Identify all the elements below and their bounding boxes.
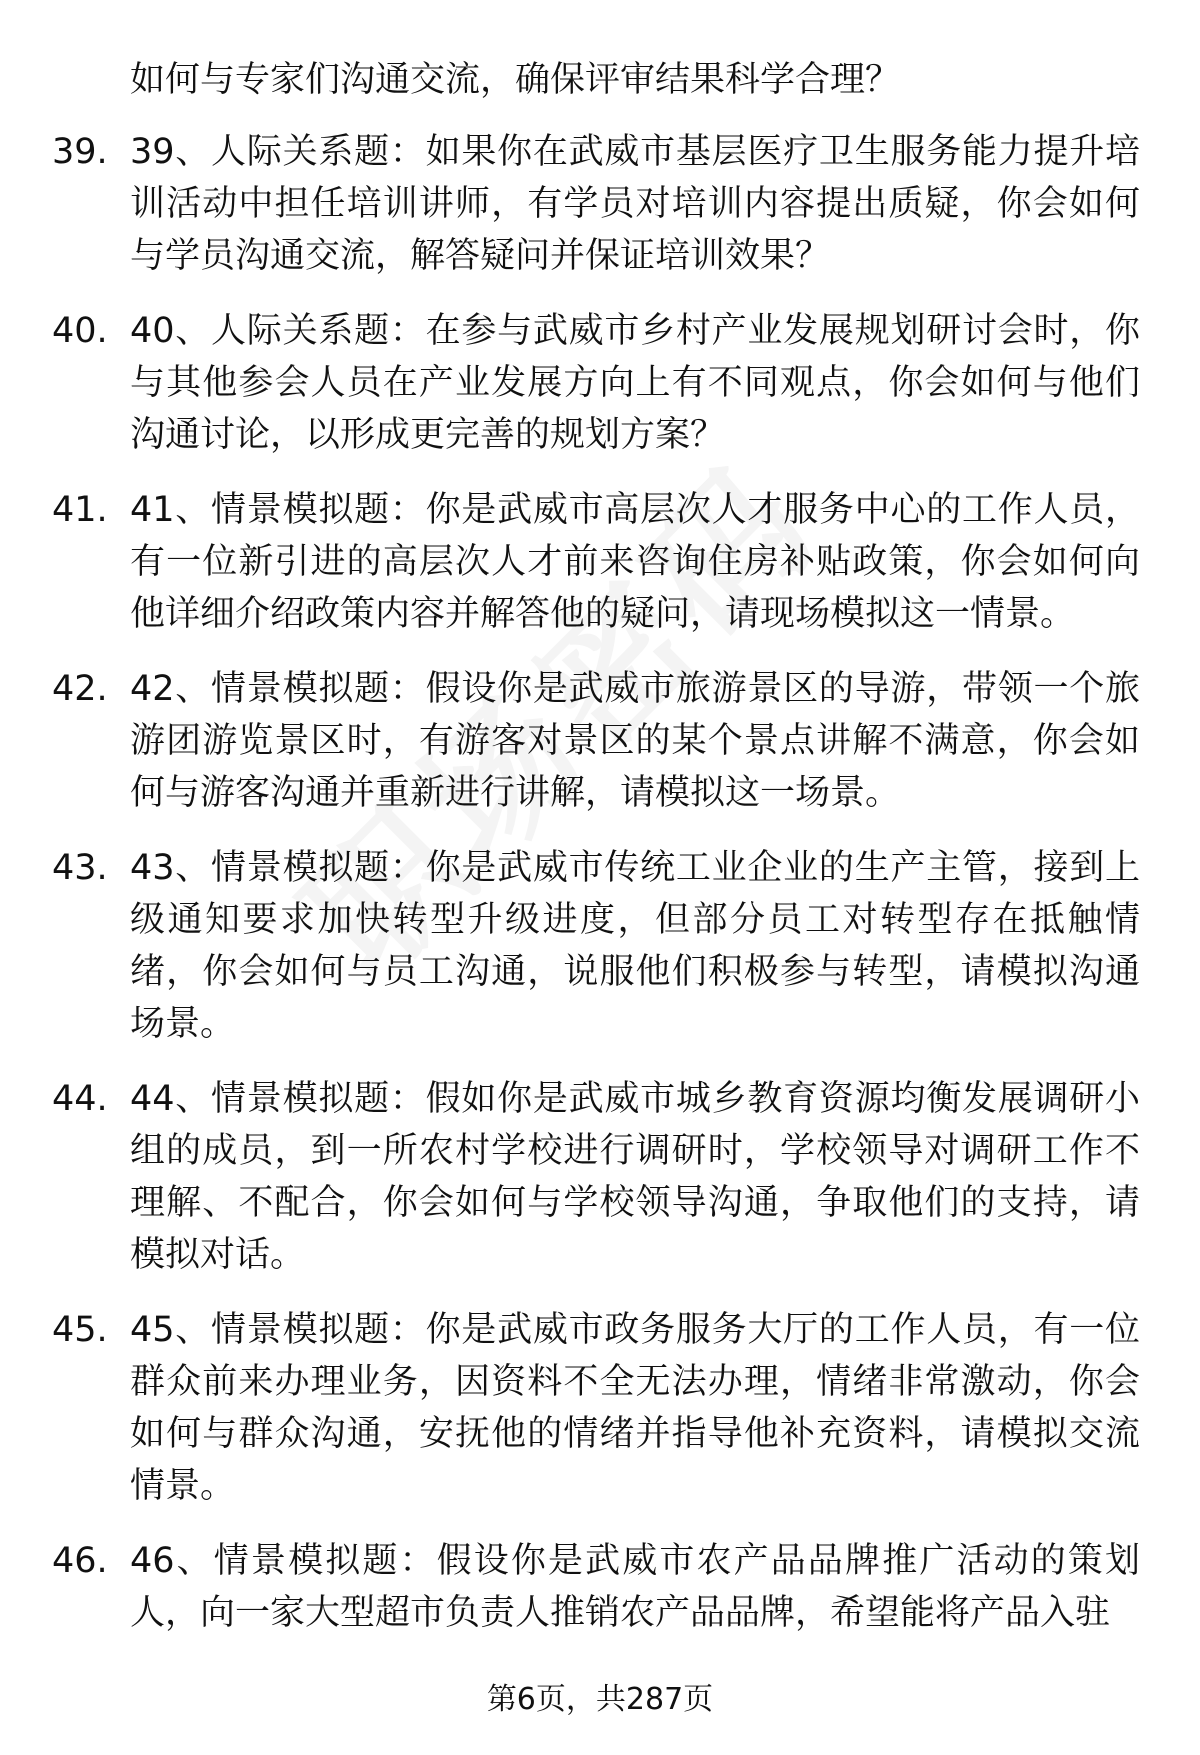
question-text: 40、人际关系题：在参与武威市乡村产业发展规划研讨会时，你与其他参会人员在产业发展方向上有不同观点，你会如何与他们沟通讨论，以形成更完善的规划方案？ xyxy=(130,311,1140,455)
question-item xyxy=(0,484,1200,640)
question-number: 44. xyxy=(52,1079,108,1119)
question-text: 41、情景模拟题：你是武威市高层次人才服务中心的工作人员，有一位新引进的高层次人才前来咨询住房补贴政策，你会如何向他详细介绍政策内容并解答他的疑问，请现场模拟这一情景。 xyxy=(130,490,1140,634)
question-number: 43. xyxy=(52,848,108,888)
continuation-text: 如何与专家们沟通交流，确保评审结果科学合理？ xyxy=(130,60,901,100)
question-item xyxy=(0,842,1200,1050)
question-number: 41. xyxy=(52,490,108,530)
question-text: 39、人际关系题：如果你在武威市基层医疗卫生服务能力提升培训活动中担任培训讲师，有学员对培训内容提出质疑，你会如何与学员沟通交流，解答疑问并保证培训效果？ xyxy=(130,132,1140,276)
question-number: 45. xyxy=(52,1310,108,1350)
question-item xyxy=(0,1073,1200,1281)
question-item xyxy=(0,663,1200,819)
question-text: 43、情景模拟题：你是武威市传统工业企业的生产主管，接到上级通知要求加快转型升级进度，但部分员工对转型存在抵触情绪，你会如何与员工沟通，说服他们积极参与转型，请模拟沟通场景。 xyxy=(130,848,1140,1044)
question-number: 39. xyxy=(52,132,108,172)
question-text: 46、情景模拟题：假设你是武威市农产品品牌推广活动的策划人，向一家大型超市负责人推销农产品品牌，希望能将产品入驻 xyxy=(130,1541,1140,1633)
question-list xyxy=(0,126,1200,1662)
question-number: 40. xyxy=(52,311,108,351)
question-item xyxy=(0,305,1200,461)
question-item xyxy=(0,1535,1200,1639)
page-footer: 第6页，共287页 xyxy=(486,1682,714,1717)
question-item xyxy=(0,126,1200,282)
question-text: 44、情景模拟题：假如你是武威市城乡教育资源均衡发展调研小组的成员，到一所农村学校进行调研时，学校领导对调研工作不理解、不配合，你会如何与学校领导沟通，争取他们的支持，请模拟对话。 xyxy=(130,1079,1140,1275)
question-item xyxy=(0,1304,1200,1512)
question-number: 42. xyxy=(52,669,108,709)
question-number: 46. xyxy=(52,1541,108,1581)
question-text: 45、情景模拟题：你是武威市政务服务大厅的工作人员，有一位群众前来办理业务，因资料不全无法办理，情绪非常激动，你会如何与群众沟通，安抚他的情绪并指导他补充资料，请模拟交流情景。 xyxy=(130,1310,1140,1506)
question-text: 42、情景模拟题：假设你是武威市旅游景区的导游，带领一个旅游团游览景区时，有游客对景区的某个景点讲解不满意，你会如何与游客沟通并重新进行讲解，请模拟这一场景。 xyxy=(130,669,1140,813)
